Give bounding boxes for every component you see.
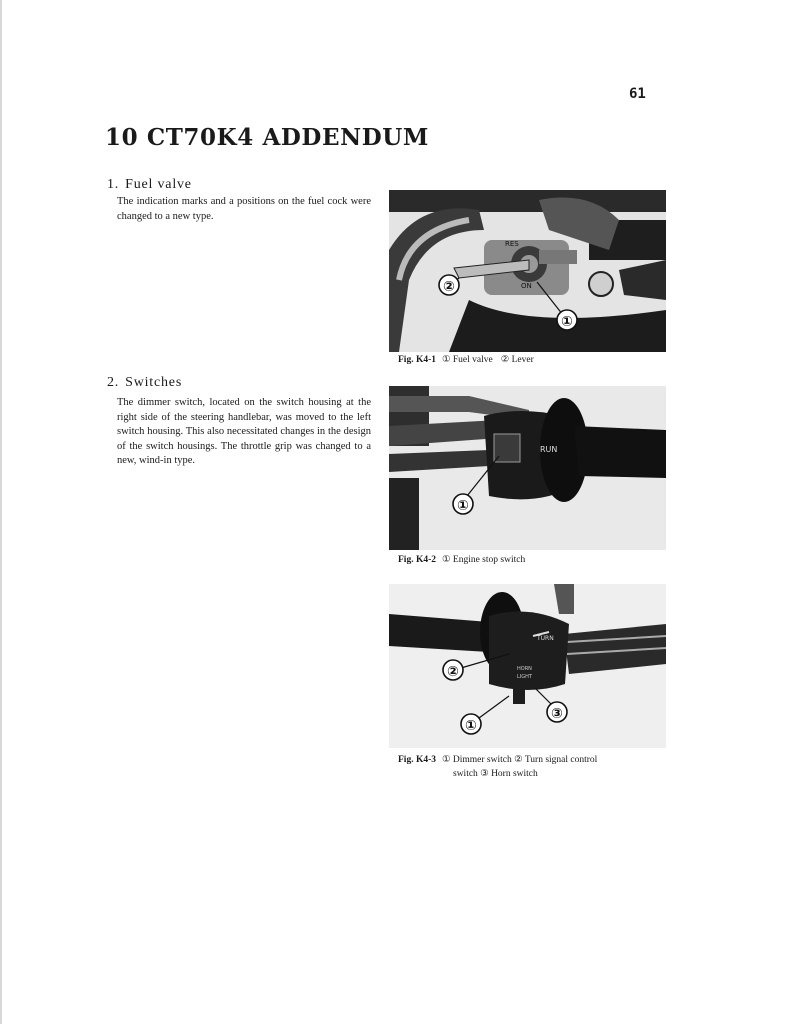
switches-text: The dimmer switch, located on the switch housing at the right side of the steering handlebar, was moved to the left switch housing. This also necessitated changes in the design of the switch housings. The throttle grip was changed to a new, wind-in type. <box>117 397 371 467</box>
figure-id: Fig. K4-2 <box>398 555 436 565</box>
figure-id: Fig. K4-3 <box>398 755 436 765</box>
photo-label-horn: HORN <box>517 666 532 672</box>
callout-1: ① <box>561 314 573 330</box>
caption-item: ① Engine stop switch <box>442 555 526 565</box>
fuel-valve-photo <box>389 190 666 352</box>
caption-line: ① Dimmer switch ② Turn signal control <box>442 755 598 765</box>
left-switch-housing-photo <box>389 584 666 748</box>
callout-1: ① <box>457 498 469 514</box>
page-number: 61 <box>629 86 646 102</box>
photo-label-light: LIGHT <box>517 674 532 680</box>
photo-label-on: ON <box>521 282 532 290</box>
figure-caption-k4-2 <box>398 554 525 568</box>
figure-id: Fig. K4-1 <box>398 355 436 365</box>
photo-label-run: RUN <box>540 445 558 454</box>
callout-1: ① <box>465 718 477 734</box>
section-title: Fuel valve <box>125 177 192 192</box>
caption-line: switch ③ Horn switch <box>453 769 538 779</box>
section-number: 1. <box>107 177 120 192</box>
section-number: 2. <box>107 375 120 390</box>
photo-label-turn: TURN <box>537 635 554 642</box>
binding-edge <box>0 0 2 1024</box>
section-title: Switches <box>125 375 183 390</box>
section-heading-fuel-valve <box>107 177 192 193</box>
figure-caption-k4-3-continued <box>453 768 538 782</box>
engine-stop-switch-photo <box>389 386 666 550</box>
photo-label-res: RES <box>505 240 519 248</box>
caption-item: ① Fuel valve <box>442 355 493 365</box>
callout-3: ③ <box>551 706 563 722</box>
page-title: 10 CT70K4 ADDENDUM <box>105 124 429 151</box>
caption-item: ② Lever <box>500 355 534 365</box>
figure-caption-k4-1 <box>398 354 534 368</box>
callout-2: ② <box>443 279 455 295</box>
section-heading-switches <box>107 375 182 391</box>
figure-caption-k4-3 <box>398 754 597 768</box>
fuel-valve-text: The indication marks and a positions on the fuel cock were changed to a new type. <box>117 196 371 222</box>
callout-2: ② <box>447 664 459 680</box>
